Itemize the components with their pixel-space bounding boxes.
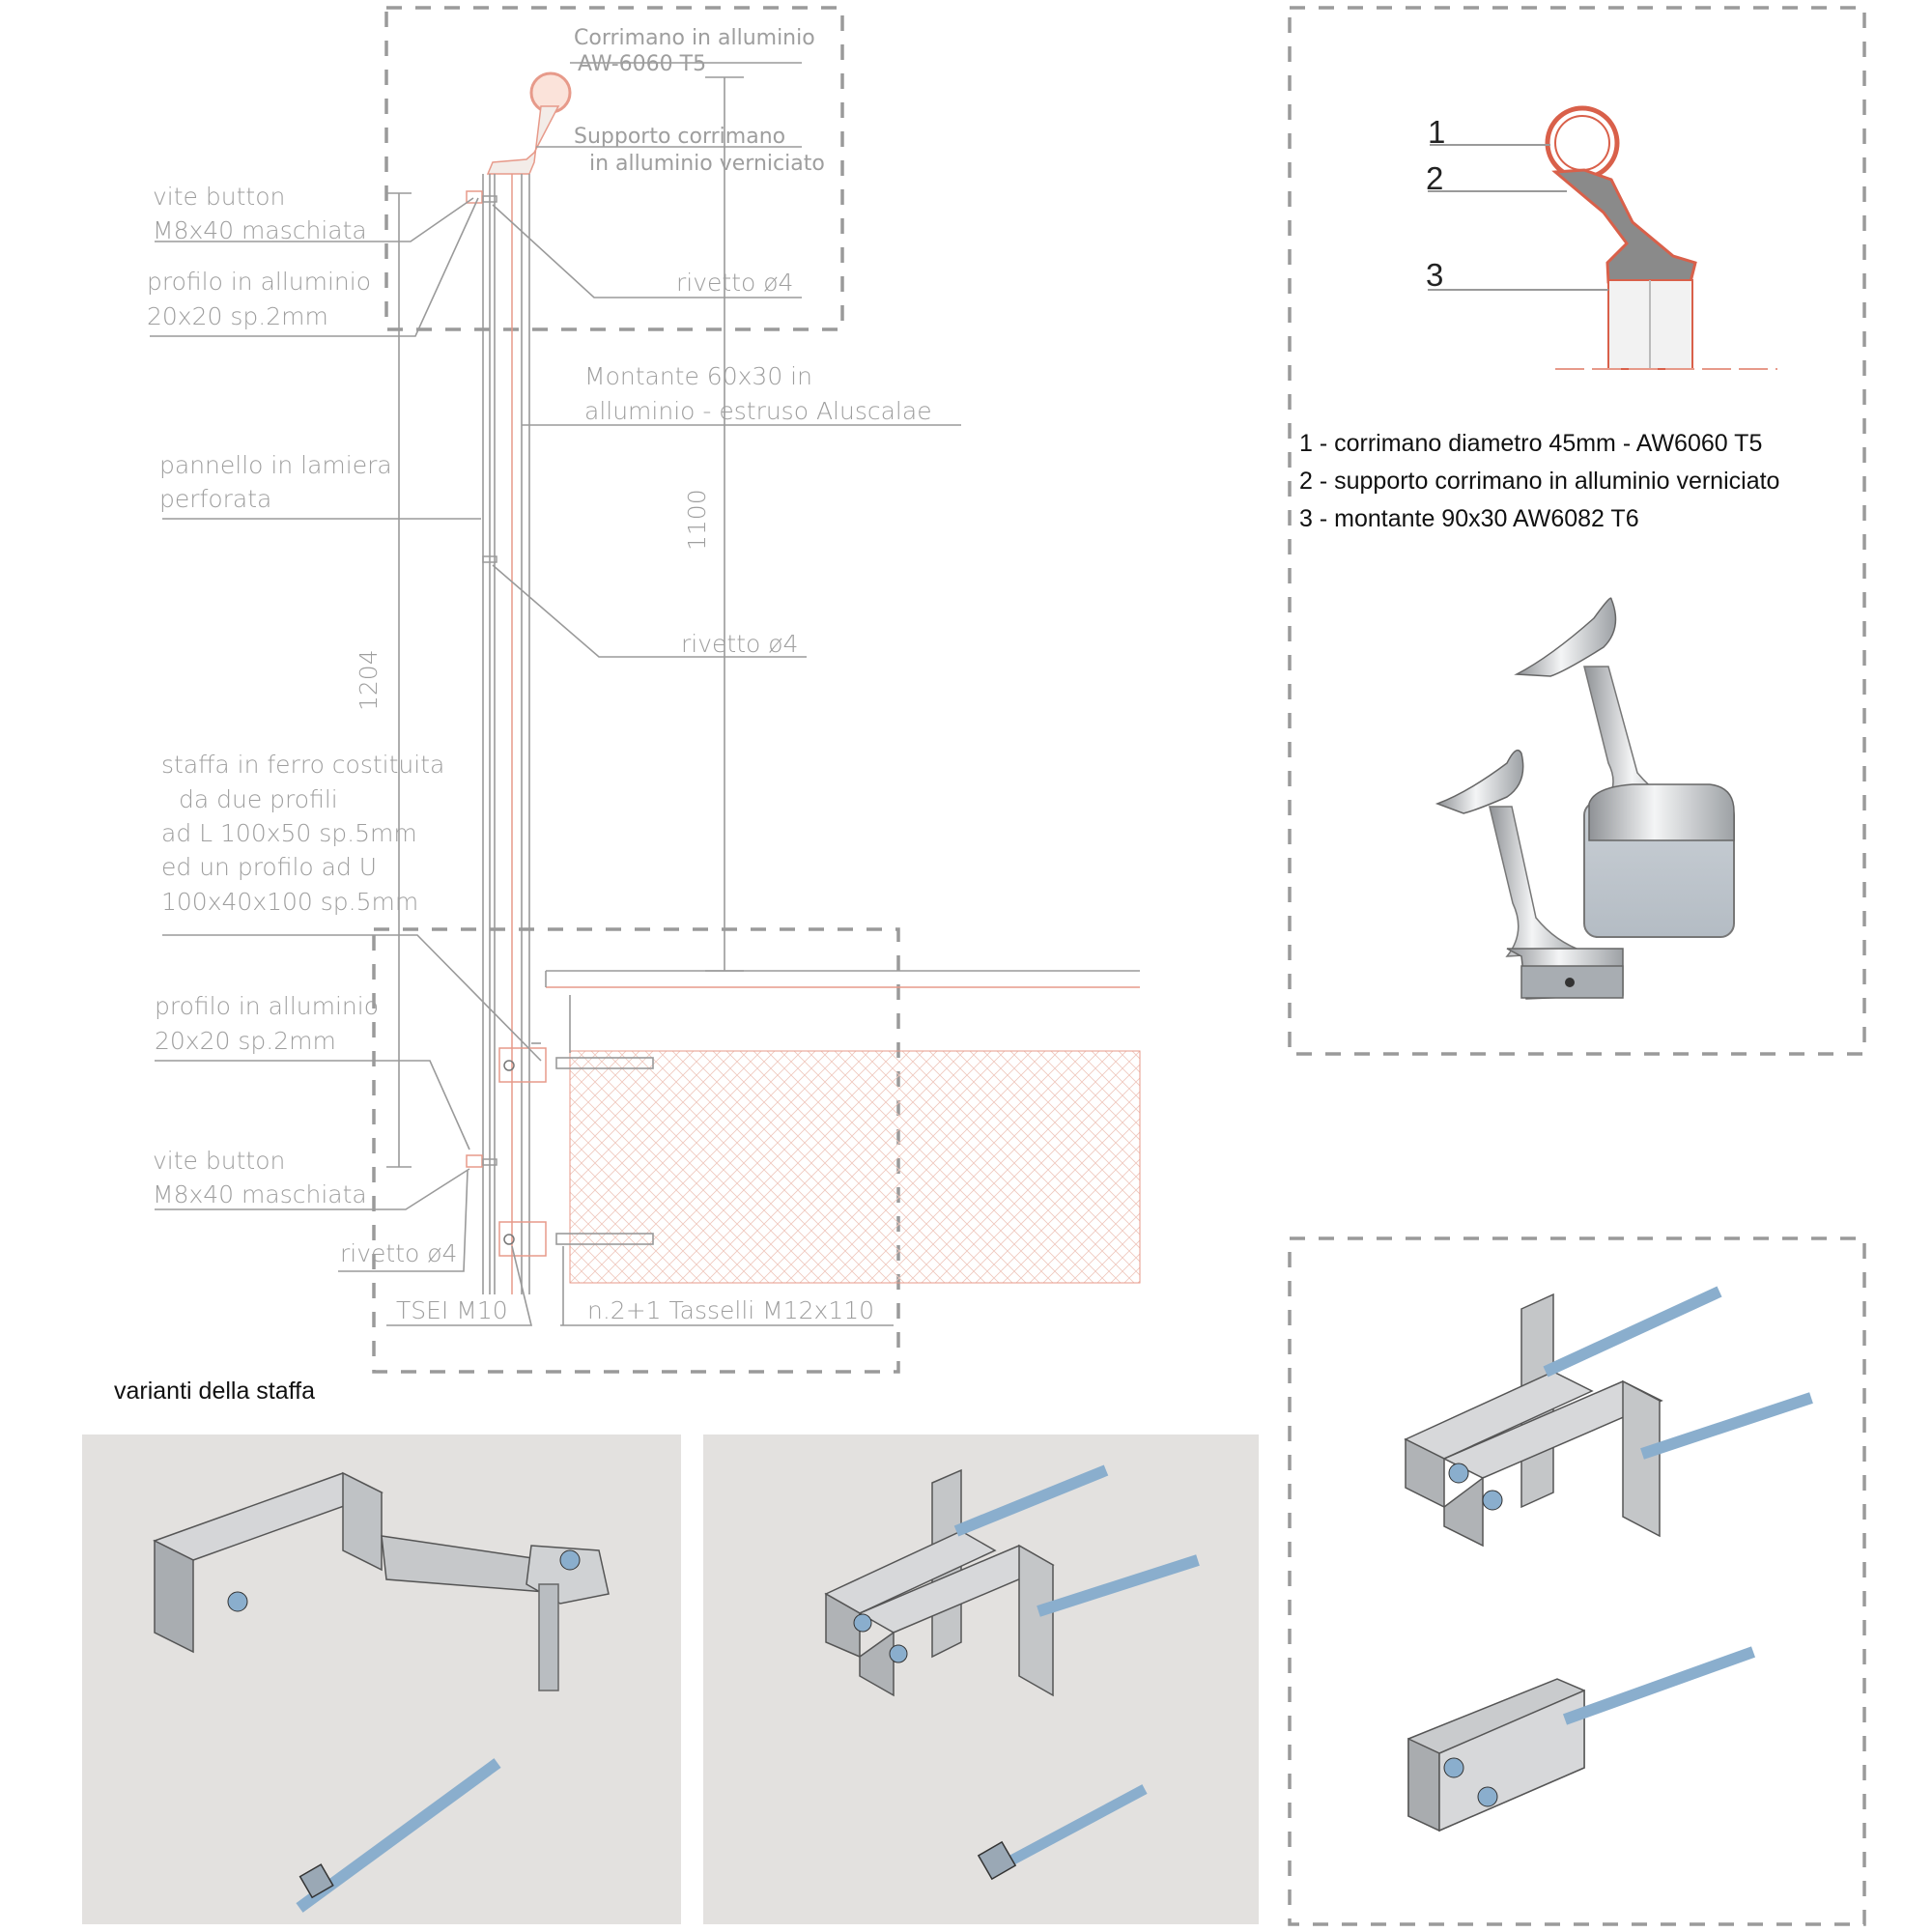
label-bracket-3: ad L 100x50 sp.5mm <box>161 819 417 847</box>
label-rivet-mid: rivetto ø4 <box>681 630 799 658</box>
handrail-detail-panel <box>1290 8 1864 1054</box>
legend-item-2: 2 - supporto corrimano in alluminio verniciato <box>1299 468 1780 495</box>
label-post-2: alluminio - estruso Aluscalae <box>584 397 932 425</box>
label-bracket-2: da due profili <box>179 785 338 813</box>
label-panel-2: perforata <box>159 485 272 513</box>
label-tsei: TSEI M10 <box>396 1296 508 1324</box>
variant-photo-2 <box>703 1435 1259 1924</box>
legend-item-1: 1 - corrimano diametro 45mm - AW6060 T5 <box>1299 430 1763 457</box>
label-profile-top-1: profilo in alluminio <box>147 268 372 296</box>
variants-caption: varianti della staffa <box>114 1378 315 1405</box>
handrail-support-render <box>1437 598 1734 999</box>
detail-frame-bracket <box>1290 1238 1864 1924</box>
label-profile-bot-2: 20x20 sp.2mm <box>155 1027 336 1055</box>
technical-section-drawing <box>147 8 1140 1372</box>
label-support-2: in alluminio verniciato <box>589 152 825 176</box>
label-anchors: n.2+1 Tasselli M12x110 <box>587 1296 875 1324</box>
label-handrail-title-2: AW-6060 T5 <box>578 52 707 76</box>
label-support-1: Supporto corrimano <box>574 125 786 149</box>
label-rivet-top: rivetto ø4 <box>676 269 794 297</box>
callout-1: 1 <box>1428 114 1446 150</box>
concrete-slab-hatch <box>570 1051 1140 1283</box>
label-post-1: Montante 60x30 in <box>584 362 812 390</box>
label-screw-bot-1: vite button <box>153 1147 286 1175</box>
label-bracket-4: ed un profilo ad U <box>161 853 378 881</box>
label-bracket-1: staffa in ferro costituita <box>161 751 445 779</box>
callout-2: 2 <box>1426 160 1444 196</box>
variant-photo-1 <box>82 1435 681 1924</box>
label-handrail-title-1: Corrimano in alluminio <box>574 26 815 50</box>
label-dimension-1204: 1204 <box>355 649 383 711</box>
label-panel-1: pannello in lamiera <box>159 451 392 479</box>
label-rivet-bot: rivetto ø4 <box>340 1239 458 1267</box>
label-screw-bot-2: M8x40 maschiata <box>153 1180 367 1208</box>
bracket-render-double-l <box>1406 1292 1811 1546</box>
support-section-icon <box>1555 170 1695 282</box>
label-profile-bot-1: profilo in alluminio <box>155 992 380 1020</box>
label-profile-top-2: 20x20 sp.2mm <box>147 302 328 330</box>
legend-item-3: 3 - montante 90x30 AW6082 T6 <box>1299 505 1639 532</box>
handrail-support <box>488 106 558 174</box>
bracket-render-panel <box>1290 1238 1864 1924</box>
callout-3: 3 <box>1426 257 1444 293</box>
label-bracket-5: 100x40x100 sp.5mm <box>161 888 419 916</box>
label-screw-top-2: M8x40 maschiata <box>153 216 367 244</box>
label-dimension-1100: 1100 <box>683 489 711 551</box>
bracket-render-u <box>1408 1652 1753 1831</box>
label-screw-top-1: vite button <box>153 183 286 211</box>
